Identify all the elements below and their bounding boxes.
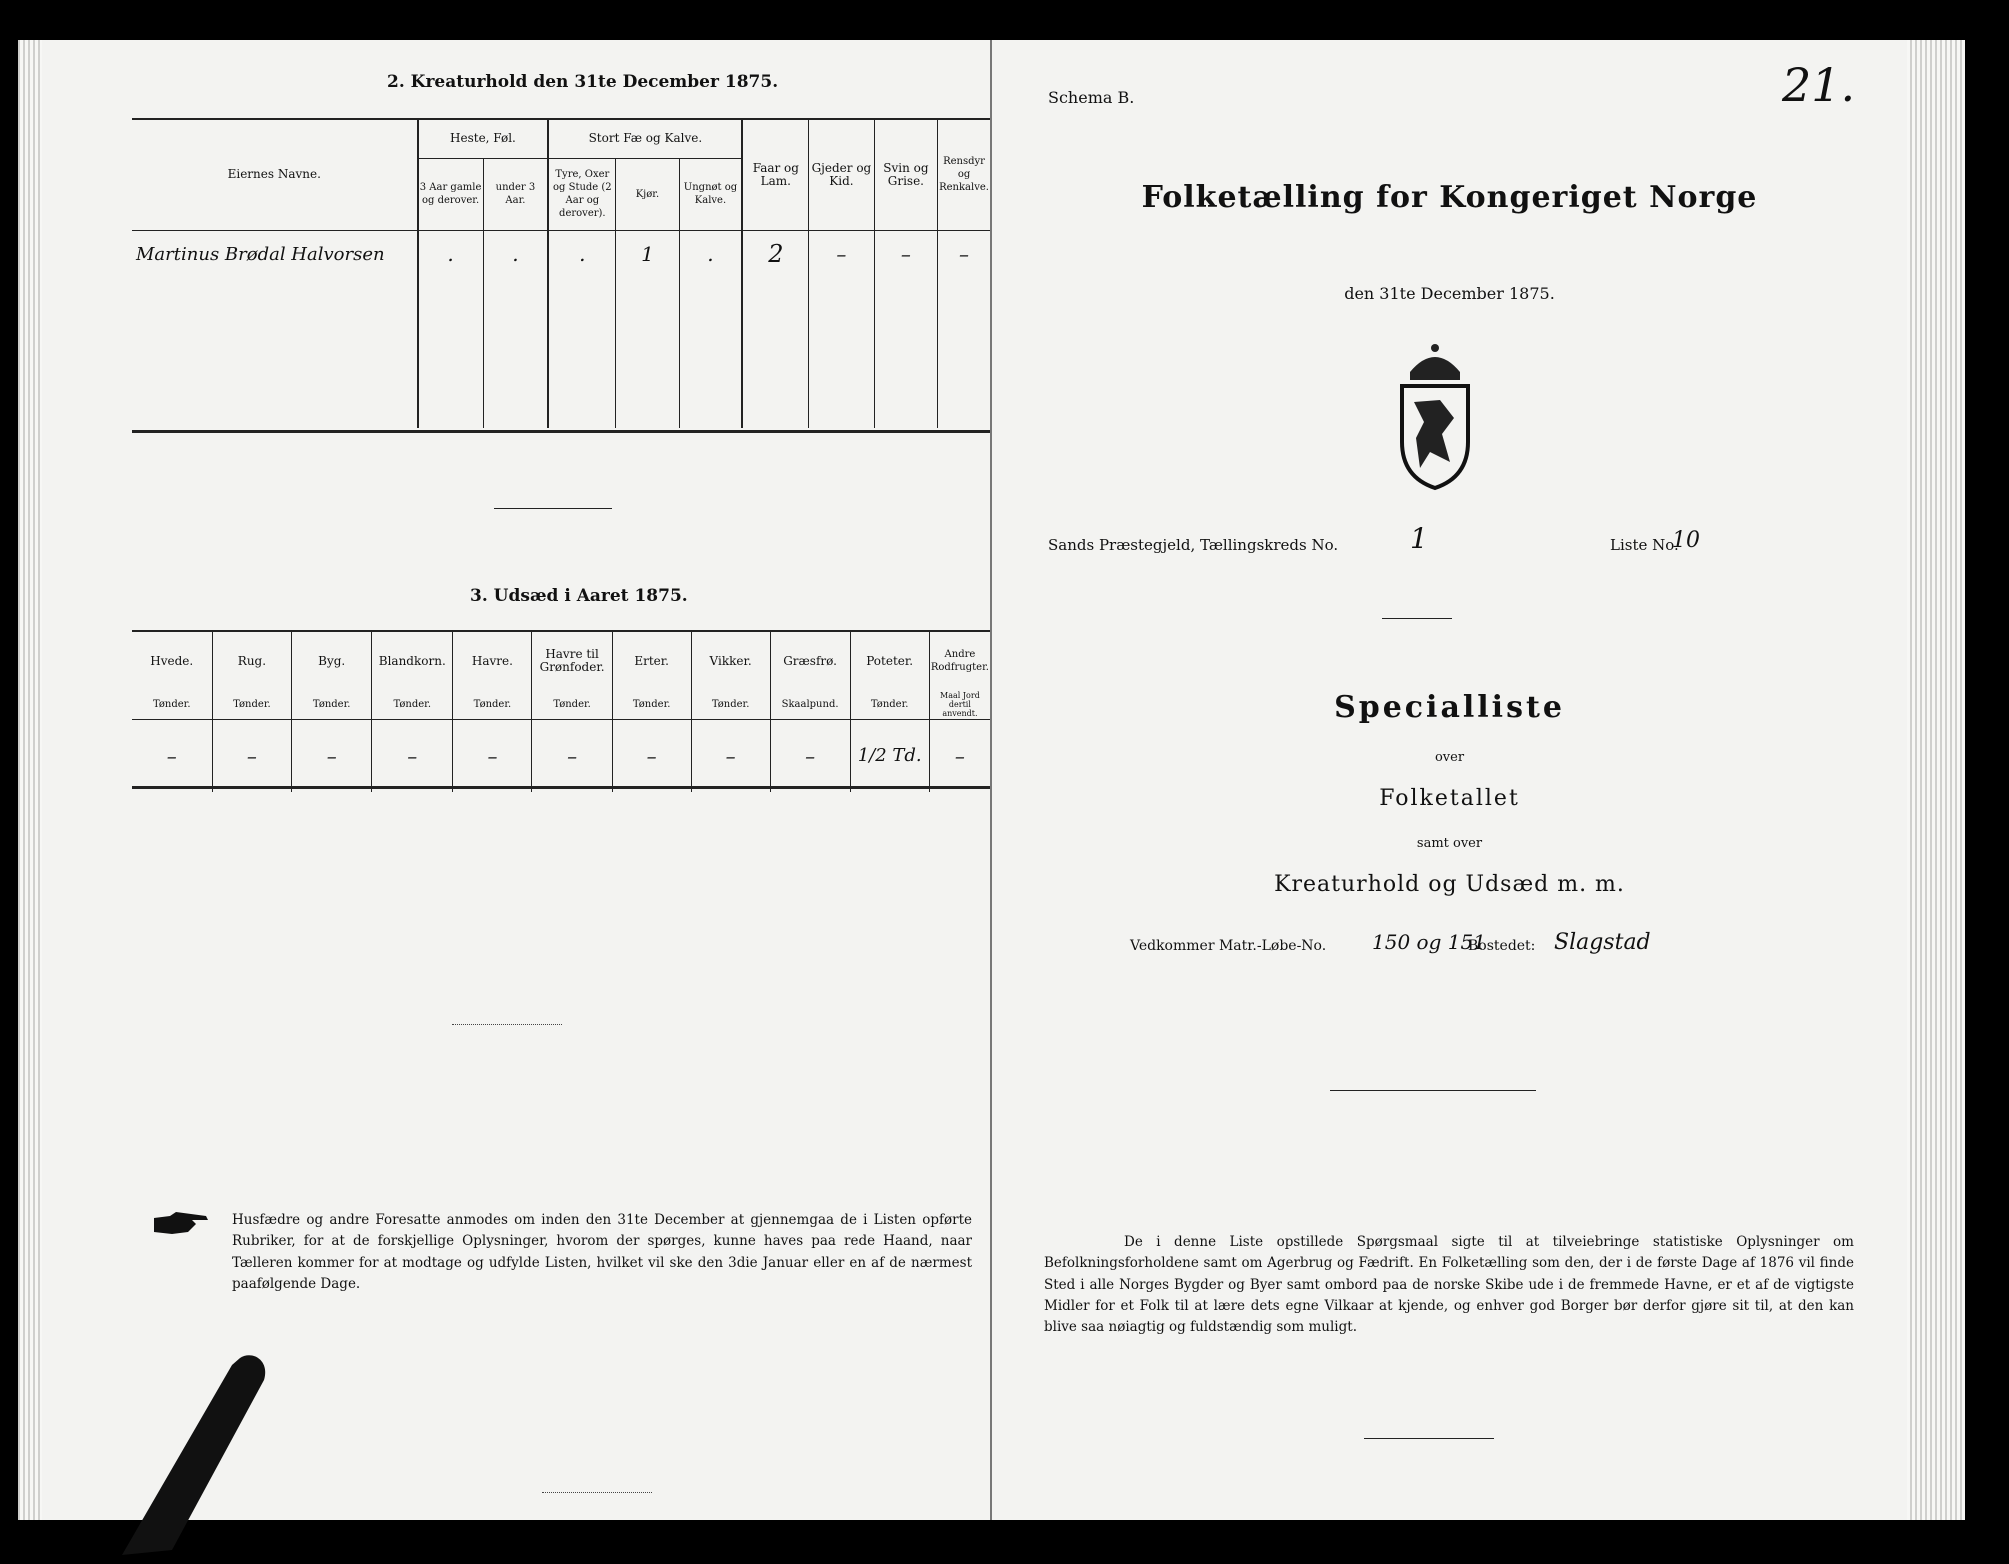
bosted-label: Bostedet: xyxy=(1468,938,1536,954)
cell-value: . xyxy=(483,230,548,278)
schema-label: Schema B. xyxy=(1048,88,1135,107)
cell-value: – xyxy=(612,720,691,792)
horses-header: Heste, Føl. xyxy=(418,120,549,158)
pointing-hand-icon xyxy=(152,1208,212,1242)
cattle-header: Stort Fæ og Kalve. xyxy=(548,120,742,158)
specialliste-heading: Specialliste xyxy=(1334,690,1565,725)
unit-label: Tønder. xyxy=(453,690,532,720)
unit-label: Tønder. xyxy=(372,690,453,720)
pigs-header: Svin og Grise. xyxy=(874,120,937,230)
bosted-value: Slagstad xyxy=(1554,930,1651,955)
column-header: Havre til Grønfoder. xyxy=(532,632,612,690)
unit-label: Tønder. xyxy=(612,690,691,720)
column-header: Erter. xyxy=(612,632,691,690)
district-number: 1 xyxy=(1410,522,1428,555)
folketallet-heading: Folketallet xyxy=(1379,786,1520,811)
cell-value: – xyxy=(372,720,453,792)
unit-label: Tønder. xyxy=(292,690,372,720)
cell-value: – xyxy=(959,242,970,267)
horses-3yr-header: 3 Aar gamle og derover. xyxy=(418,158,484,230)
right-page-edge xyxy=(1905,40,1965,1520)
unit-label: Skaalpund. xyxy=(770,690,850,720)
over-text: over xyxy=(1434,750,1465,765)
right-page xyxy=(990,40,1907,1520)
page-number: 21. xyxy=(1782,58,1856,112)
calves-header: Ungnøt og Kalve. xyxy=(679,158,742,230)
section3-title: 3. Udsæd i Aaret 1875. xyxy=(470,586,688,606)
horses-under3-header: under 3 Aar. xyxy=(483,158,548,230)
matr-label: Vedkommer Matr.-Løbe-No. xyxy=(1130,938,1327,954)
column-header: Blandkorn. xyxy=(372,632,453,690)
column-header: Byg. xyxy=(292,632,372,690)
owner-name: Martinus Brødal Halvorsen xyxy=(132,230,418,278)
column-header: Græsfrø. xyxy=(770,632,850,690)
cell-value: . xyxy=(679,230,742,278)
cell-value: . xyxy=(418,230,484,278)
cell-value: – xyxy=(809,230,874,278)
cell-value: – xyxy=(954,743,965,768)
district-label: Sands Præstegjeld, Tællingskreds No. xyxy=(1048,536,1339,554)
cell-value: 2 xyxy=(742,230,808,278)
divider xyxy=(1364,1438,1494,1439)
column-header: Poteter. xyxy=(850,632,929,690)
divider xyxy=(542,1492,652,1493)
left-page xyxy=(42,40,990,1520)
cows-header: Kjør. xyxy=(616,158,679,230)
unit-label: Tønder. xyxy=(212,690,292,720)
liste-label: Liste No. xyxy=(1610,536,1679,554)
unit-label: Tønder. xyxy=(132,690,212,720)
subtitle: den 31te December 1875. xyxy=(1344,284,1555,303)
table-row xyxy=(132,230,990,278)
clip-shadow xyxy=(102,1340,282,1564)
cell-value: – xyxy=(874,230,937,278)
cell-value: – xyxy=(132,720,212,792)
liste-number: 10 xyxy=(1672,528,1700,553)
table-row xyxy=(132,720,990,792)
cell-value: – xyxy=(453,720,532,792)
table2-bottom-rule xyxy=(132,430,990,433)
kreatur-heading: Kreaturhold og Udsæd m. m. xyxy=(1274,872,1625,897)
divider xyxy=(1382,618,1452,619)
coat-of-arms-icon xyxy=(1380,342,1490,496)
reindeer-header: Rensdyr og Renkalve. xyxy=(938,120,990,230)
column-header: Havre. xyxy=(453,632,532,690)
sheep-header: Faar og Lam. xyxy=(742,120,808,230)
column-header: Vikker. xyxy=(691,632,770,690)
sowing-table xyxy=(132,632,990,792)
bulls-header: Tyre, Oxer og Stude (2 Aar og derover). xyxy=(548,158,616,230)
section2-title: 2. Kreaturhold den 31te December 1875. xyxy=(387,72,779,92)
cell-value: – xyxy=(691,720,770,792)
title: Folketælling for Kongeriget Norge xyxy=(1141,180,1758,215)
column-header: Rug. xyxy=(212,632,292,690)
unit-label: Tønder. xyxy=(850,690,929,720)
left-page-edge xyxy=(18,40,42,1520)
cell-value: 1/2 Td. xyxy=(850,720,929,792)
divider xyxy=(452,1024,562,1025)
divider xyxy=(1330,1090,1536,1091)
matr-number: 150 og 151 xyxy=(1372,930,1486,954)
cell-value: – xyxy=(532,720,612,792)
cell-value: 1 xyxy=(616,230,679,278)
column-header: Andre Rodfrugter. xyxy=(930,649,989,673)
unit-label: Tønder. xyxy=(532,690,612,720)
livestock-table xyxy=(132,120,990,428)
intro-paragraph: De i denne Liste opstillede Spørgsmaal sigte til at tilveiebringe statistiske Oplysninger om Befolkningsforholdene samt om Agerbrug og Fædrift. En Folketælling som den, der i de første Dage af 1876 vil finde Sted i alle Norges Bygder og Byer samt ombord paa de norske Skibe ude i de fremmede Havne, er et af de vigtigste Midler for et Folk til at lære dets egne Vilkaar at kjende, og enhver god Borger bør derfor gjøre sit til, at den kan blive saa nøiagtig og fuldstændig som muligt. xyxy=(1044,1234,1854,1336)
unit-label: Maal Jord dertil anvendt. xyxy=(929,690,990,720)
unit-label: Tønder. xyxy=(691,690,770,720)
notice-text: Husfædre og andre Foresatte anmodes om inden den 31te December at gjennemgaa de i Listen opførte Rubriker, for at de forskjellige Oplysninger, hvorom der spørges, kunne haves paa rede Haand, naar Tælleren kommer for at modtage og udfylde Listen, hvilket vil ske den 3die Januar eller en af de nærmest paafølgende Dage. xyxy=(232,1212,972,1292)
divider xyxy=(494,508,612,509)
cell-value: – xyxy=(292,720,372,792)
cell-value: . xyxy=(548,230,616,278)
goats-header: Gjeder og Kid. xyxy=(809,120,874,230)
column-header: Hvede. xyxy=(132,632,212,690)
owner-header: Eiernes Navne. xyxy=(132,120,418,230)
samt-over-text: samt over xyxy=(1416,836,1483,851)
cell-value: – xyxy=(770,720,850,792)
cell-value: – xyxy=(212,720,292,792)
